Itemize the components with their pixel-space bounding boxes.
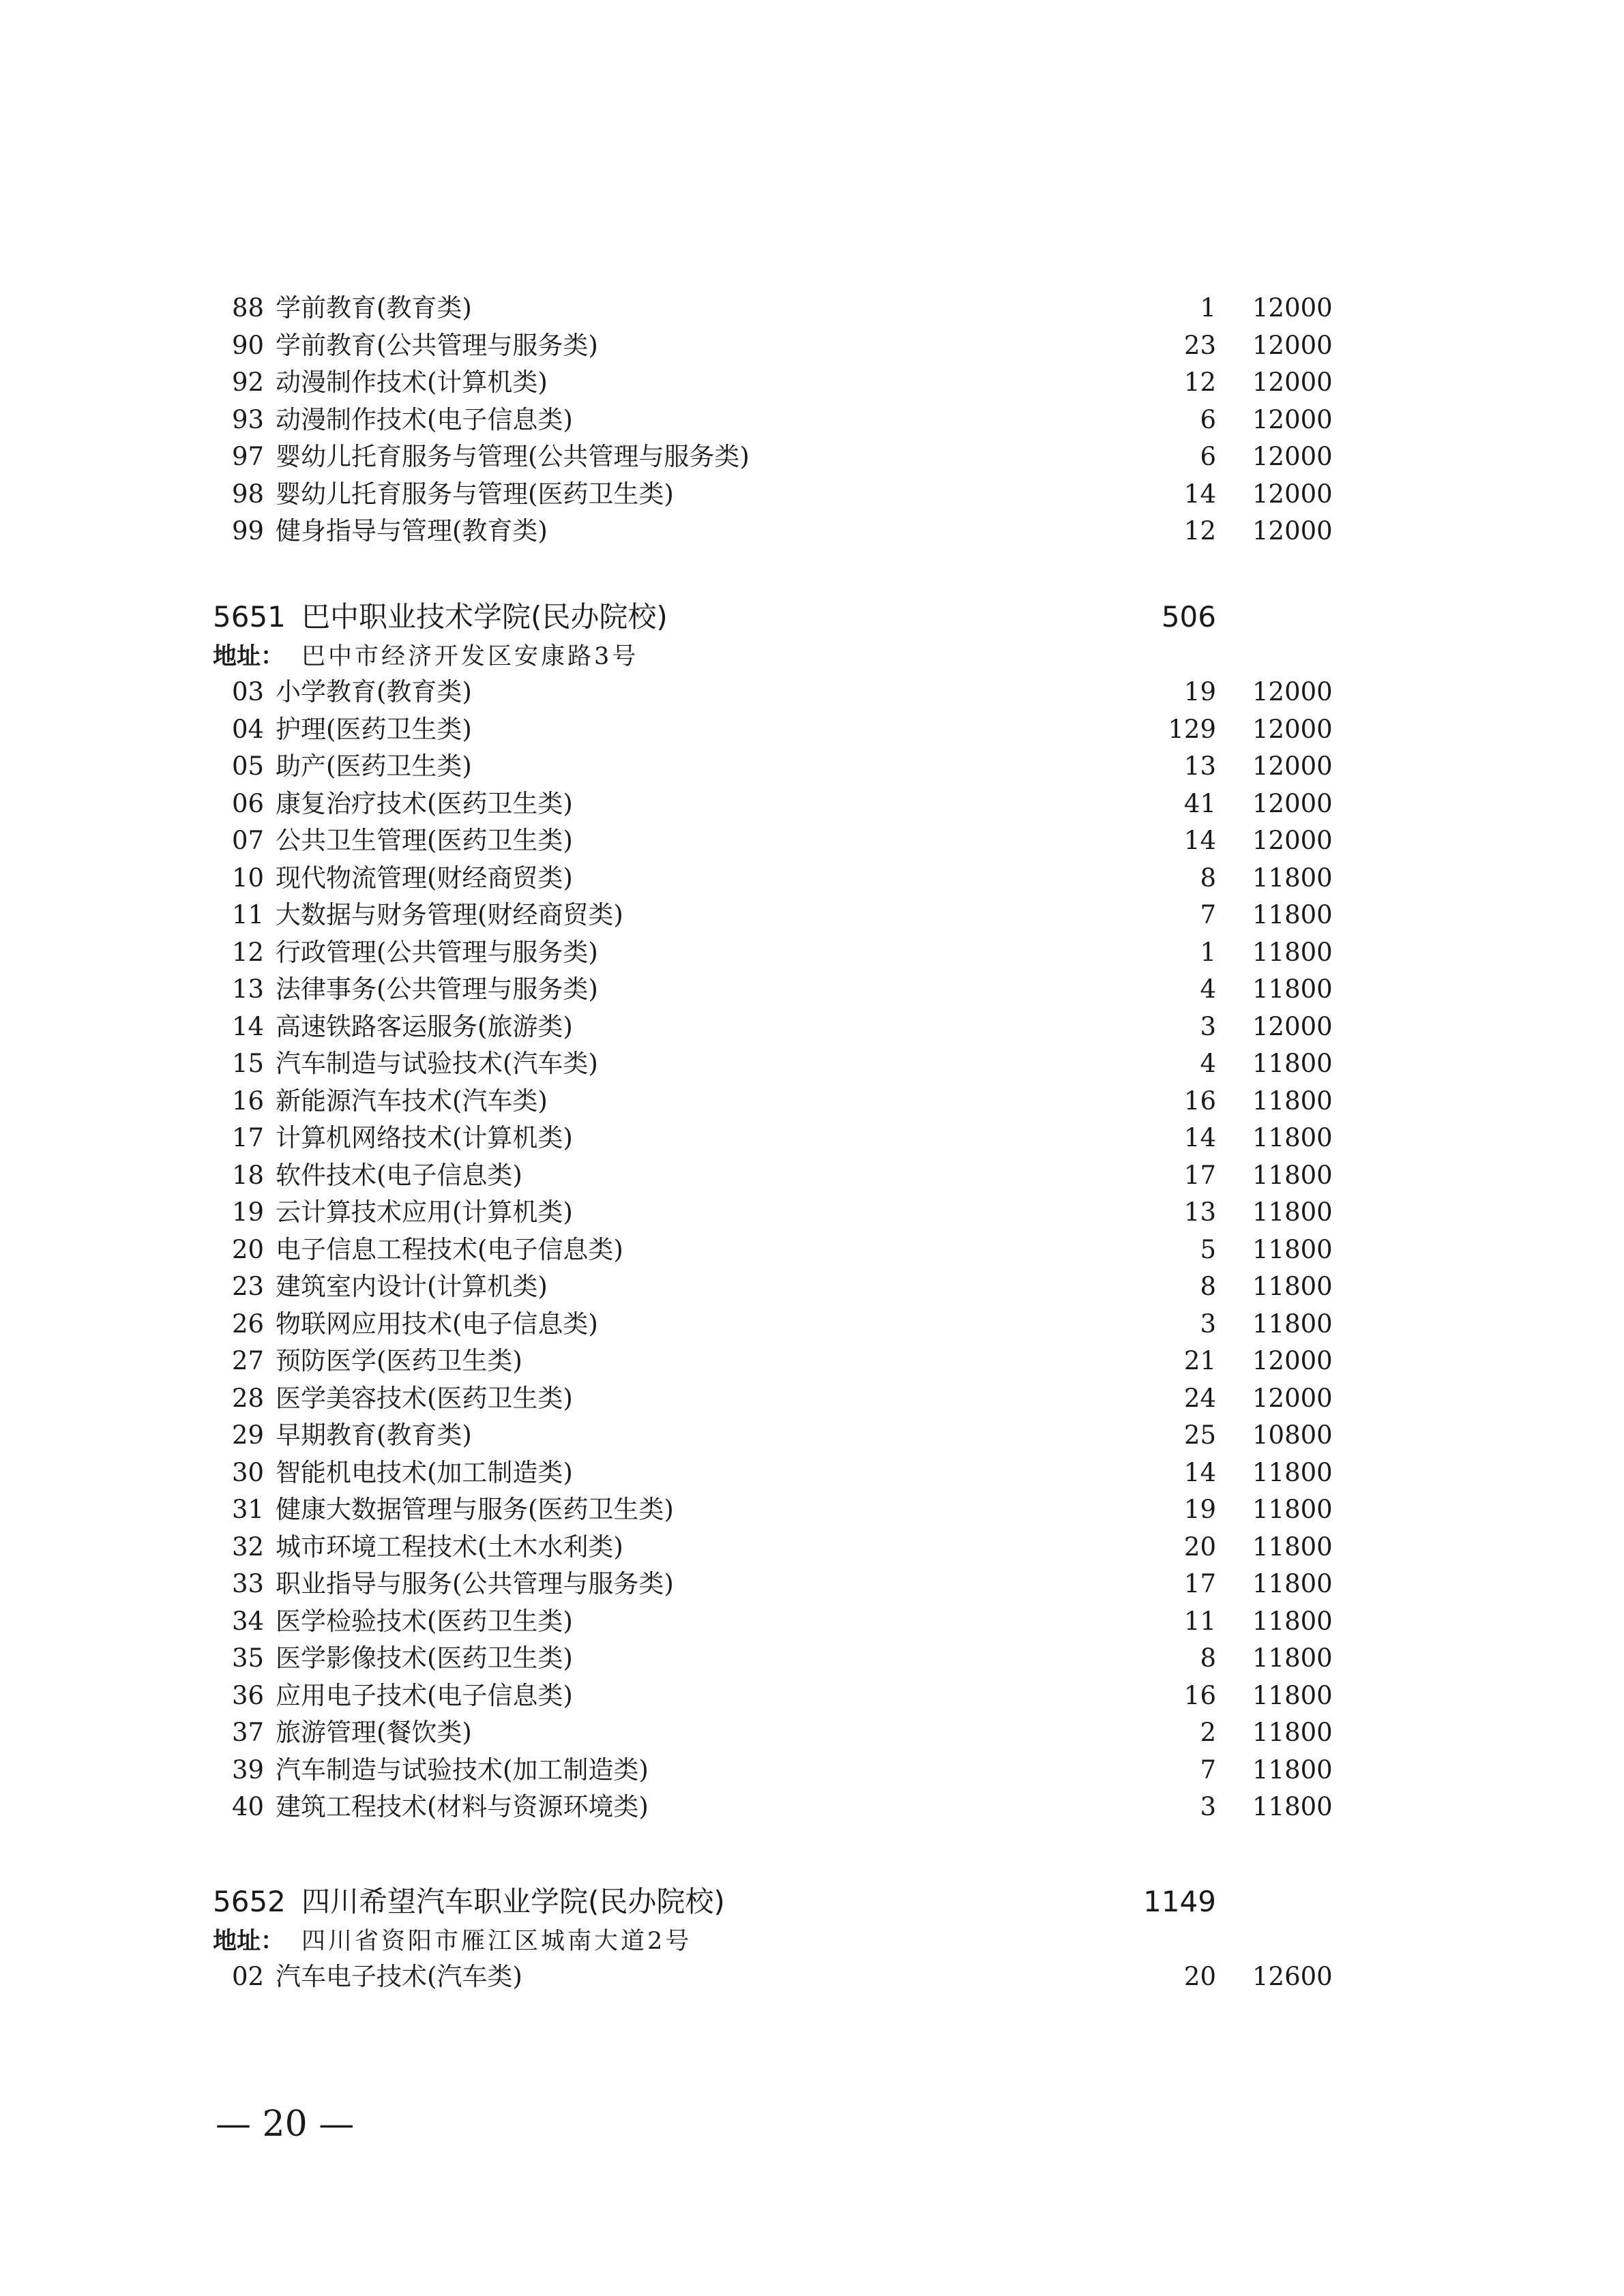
table-row — [0, 1789, 1624, 1826]
program-name: 智能机电技术(加工制造类) — [276, 1457, 573, 1487]
program-code: 07 — [232, 826, 265, 855]
school-section-5652 — [0, 1879, 1624, 1996]
program-name: 学前教育(公共管理与服务类) — [276, 330, 598, 360]
program-name: 旅游管理(餐饮类) — [276, 1718, 472, 1747]
enrollment-count: 20 — [1183, 1532, 1216, 1562]
enrollment-count: 6 — [1200, 442, 1216, 471]
table-row — [0, 934, 1624, 972]
table-row — [0, 1678, 1624, 1715]
table-row — [0, 748, 1624, 786]
program-name: 应用电子技术(电子信息类) — [276, 1680, 573, 1710]
table-row — [0, 711, 1624, 749]
program-name: 软件技术(电子信息类) — [276, 1160, 522, 1190]
program-name: 职业指导与服务(公共管理与服务类) — [276, 1569, 674, 1598]
enrollment-count: 14 — [1183, 826, 1216, 855]
program-name: 助产(医药卫生类) — [276, 751, 472, 781]
enrollment-count: 12 — [1183, 516, 1216, 546]
tuition-fee: 12000 — [1252, 788, 1333, 818]
program-name: 现代物流管理(财经商贸类) — [276, 863, 573, 893]
program-name: 小学教育(教育类) — [276, 677, 472, 706]
school-total: 1149 — [1143, 1885, 1216, 1918]
table-row — [0, 1157, 1624, 1195]
program-name: 建筑室内设计(计算机类) — [276, 1272, 548, 1301]
program-code: 36 — [232, 1680, 265, 1710]
table-row — [0, 1268, 1624, 1306]
program-code: 93 — [232, 404, 265, 434]
program-list — [0, 1958, 1624, 1996]
table-row — [0, 1232, 1624, 1269]
table-row — [0, 1009, 1624, 1046]
enrollment-count: 1 — [1200, 937, 1216, 967]
school-name: 巴中职业技术学院(民办院校) — [301, 600, 668, 633]
tuition-fee: 12000 — [1252, 751, 1333, 781]
school-header — [0, 1879, 1624, 1924]
table-row — [0, 674, 1624, 711]
tuition-fee: 11800 — [1252, 1457, 1333, 1487]
program-list-continued — [0, 290, 1624, 550]
program-code: 99 — [232, 516, 265, 546]
enrollment-count: 6 — [1200, 404, 1216, 434]
table-row — [0, 1566, 1624, 1603]
program-code: 28 — [232, 1383, 265, 1413]
tuition-fee: 11800 — [1252, 1197, 1333, 1227]
tuition-fee: 11800 — [1252, 1123, 1333, 1152]
program-code: 40 — [232, 1792, 265, 1821]
program-code: 11 — [232, 900, 265, 929]
table-row — [0, 1640, 1624, 1678]
enrollment-count: 8 — [1200, 1272, 1216, 1301]
program-name: 公共卫生管理(医药卫生类) — [276, 826, 573, 855]
tuition-fee: 11800 — [1252, 900, 1333, 929]
enrollment-count: 7 — [1200, 900, 1216, 929]
program-code: 05 — [232, 751, 265, 781]
enrollment-count: 4 — [1200, 1049, 1216, 1078]
tuition-fee: 12000 — [1252, 1011, 1333, 1041]
enrollment-count: 7 — [1200, 1755, 1216, 1785]
enrollment-count: 16 — [1183, 1680, 1216, 1710]
enrollment-count: 41 — [1183, 788, 1216, 818]
table-row — [0, 402, 1624, 439]
program-code: 31 — [232, 1495, 265, 1524]
table-row — [0, 860, 1624, 897]
school-section-5651 — [0, 595, 1624, 1826]
program-name: 早期教育(教育类) — [276, 1420, 472, 1450]
table-row — [0, 786, 1624, 823]
tuition-fee: 11800 — [1252, 1086, 1333, 1116]
tuition-fee: 12000 — [1252, 516, 1333, 546]
school-header — [0, 595, 1624, 640]
program-name: 汽车电子技术(汽车类) — [276, 1962, 522, 1991]
enrollment-count: 3 — [1200, 1309, 1216, 1339]
enrollment-count: 2 — [1200, 1718, 1216, 1747]
tuition-fee: 12000 — [1252, 826, 1333, 855]
table-row — [0, 1120, 1624, 1157]
program-name: 婴幼儿托育服务与管理(医药卫生类) — [276, 479, 674, 509]
table-row — [0, 1603, 1624, 1641]
table-row — [0, 1714, 1624, 1752]
table-row — [0, 1958, 1624, 1996]
program-name: 高速铁路客运服务(旅游类) — [276, 1011, 573, 1041]
table-row — [0, 1752, 1624, 1789]
tuition-fee: 12000 — [1252, 677, 1333, 706]
table-row — [0, 476, 1624, 513]
school-code: 5651 — [213, 600, 286, 633]
enrollment-count: 23 — [1183, 330, 1216, 360]
enrollment-count: 19 — [1183, 677, 1216, 706]
tuition-fee: 12000 — [1252, 404, 1333, 434]
program-code: 92 — [232, 368, 265, 397]
table-row — [0, 1529, 1624, 1566]
table-row — [0, 1417, 1624, 1455]
program-code: 34 — [232, 1606, 265, 1636]
program-name: 学前教育(教育类) — [276, 293, 472, 323]
enrollment-count: 1 — [1200, 293, 1216, 323]
tuition-fee: 11800 — [1252, 1792, 1333, 1821]
enrollment-count: 3 — [1200, 1792, 1216, 1821]
program-name: 云计算技术应用(计算机类) — [276, 1197, 573, 1227]
program-name: 行政管理(公共管理与服务类) — [276, 937, 598, 967]
enrollment-count: 14 — [1183, 479, 1216, 509]
program-name: 汽车制造与试验技术(汽车类) — [276, 1049, 598, 1078]
table-row — [0, 822, 1624, 860]
program-list — [0, 674, 1624, 1826]
program-code: 19 — [232, 1197, 265, 1227]
tuition-fee: 11800 — [1252, 1680, 1333, 1710]
enrollment-count: 3 — [1200, 1011, 1216, 1041]
table-row — [0, 438, 1624, 476]
program-code: 17 — [232, 1123, 265, 1152]
program-name: 动漫制作技术(电子信息类) — [276, 404, 573, 434]
school-address — [0, 640, 1624, 674]
school-address — [0, 1924, 1624, 1958]
program-code: 32 — [232, 1532, 265, 1562]
program-code: 12 — [232, 937, 265, 967]
tuition-fee: 10800 — [1252, 1420, 1333, 1450]
program-code: 97 — [232, 442, 265, 471]
program-name: 医学检验技术(医药卫生类) — [276, 1606, 573, 1636]
tuition-fee: 11800 — [1252, 1643, 1333, 1673]
enrollment-count: 21 — [1183, 1346, 1216, 1375]
program-name: 预防医学(医药卫生类) — [276, 1346, 522, 1375]
program-code: 02 — [232, 1962, 265, 1991]
table-row — [0, 1194, 1624, 1232]
program-code: 26 — [232, 1309, 265, 1339]
tuition-fee: 12600 — [1252, 1962, 1333, 1991]
table-row — [0, 1343, 1624, 1380]
enrollment-count: 12 — [1183, 368, 1216, 397]
page-number: — 20 — — [216, 2104, 355, 2145]
table-row — [0, 1045, 1624, 1083]
program-code: 90 — [232, 330, 265, 360]
program-name: 电子信息工程技术(电子信息类) — [276, 1234, 623, 1264]
program-code: 37 — [232, 1718, 265, 1747]
enrollment-count: 17 — [1183, 1160, 1216, 1190]
program-code: 14 — [232, 1011, 265, 1041]
program-code: 13 — [232, 974, 265, 1004]
table-row — [0, 290, 1624, 327]
program-code: 29 — [232, 1420, 265, 1450]
tuition-fee: 11800 — [1252, 1606, 1333, 1636]
program-name: 健康大数据管理与服务(医药卫生类) — [276, 1495, 674, 1524]
enrollment-count: 8 — [1200, 1643, 1216, 1673]
program-code: 30 — [232, 1457, 265, 1487]
school-code: 5652 — [213, 1885, 286, 1918]
tuition-fee: 11800 — [1252, 1272, 1333, 1301]
enrollment-count: 14 — [1183, 1457, 1216, 1487]
enrollment-count: 14 — [1183, 1123, 1216, 1152]
tuition-fee: 12000 — [1252, 293, 1333, 323]
tuition-fee: 11800 — [1252, 937, 1333, 967]
enrollment-count: 13 — [1183, 1197, 1216, 1227]
tuition-fee: 12000 — [1252, 479, 1333, 509]
tuition-fee: 12000 — [1252, 1383, 1333, 1413]
tuition-fee: 11800 — [1252, 1755, 1333, 1785]
table-row — [0, 1380, 1624, 1418]
tuition-fee: 11800 — [1252, 1309, 1333, 1339]
table-row — [0, 1491, 1624, 1529]
tuition-fee: 11800 — [1252, 1234, 1333, 1264]
program-name: 婴幼儿托育服务与管理(公共管理与服务类) — [276, 442, 750, 471]
enrollment-count: 13 — [1183, 751, 1216, 781]
program-name: 法律事务(公共管理与服务类) — [276, 974, 598, 1004]
program-code: 10 — [232, 863, 265, 893]
enrollment-count: 24 — [1183, 1383, 1216, 1413]
table-row — [0, 513, 1624, 550]
enrollment-count: 8 — [1200, 863, 1216, 893]
table-row — [0, 327, 1624, 365]
address-label: 地址： — [213, 1928, 285, 1955]
program-code: 98 — [232, 479, 265, 509]
tuition-fee: 11800 — [1252, 974, 1333, 1004]
program-code: 18 — [232, 1160, 265, 1190]
program-name: 医学美容技术(医药卫生类) — [276, 1383, 573, 1413]
enrollment-count: 16 — [1183, 1086, 1216, 1116]
address-text: 巴中市经济开发区安康路3号 — [301, 643, 639, 670]
tuition-fee: 11800 — [1252, 1160, 1333, 1190]
tuition-fee: 12000 — [1252, 368, 1333, 397]
table-row — [0, 1455, 1624, 1492]
tuition-fee: 11800 — [1252, 1495, 1333, 1524]
school-total: 506 — [1161, 600, 1216, 633]
tuition-fee: 11800 — [1252, 1569, 1333, 1598]
program-code: 33 — [232, 1569, 265, 1598]
tuition-fee: 11800 — [1252, 1532, 1333, 1562]
program-code: 03 — [232, 677, 265, 706]
enrollment-count: 129 — [1168, 714, 1216, 744]
enrollment-count: 25 — [1183, 1420, 1216, 1450]
table-row — [0, 1306, 1624, 1343]
enrollment-count: 19 — [1183, 1495, 1216, 1524]
program-code: 23 — [232, 1272, 265, 1301]
enrollment-count: 5 — [1200, 1234, 1216, 1264]
enrollment-count: 4 — [1200, 974, 1216, 1004]
address-text: 四川省资阳市雁江区城南大道2号 — [301, 1928, 692, 1955]
program-code: 04 — [232, 714, 265, 744]
program-name: 大数据与财务管理(财经商贸类) — [276, 900, 623, 929]
program-name: 建筑工程技术(材料与资源环境类) — [276, 1792, 649, 1821]
tuition-fee: 12000 — [1252, 330, 1333, 360]
program-code: 35 — [232, 1643, 265, 1673]
table-row — [0, 1083, 1624, 1120]
program-code: 20 — [232, 1234, 265, 1264]
program-code: 88 — [232, 293, 265, 323]
tuition-fee: 11800 — [1252, 1049, 1333, 1078]
school-name: 四川希望汽车职业学院(民办院校) — [301, 1885, 725, 1918]
enrollment-count: 20 — [1183, 1962, 1216, 1991]
enrollment-count: 11 — [1183, 1606, 1216, 1636]
program-code: 06 — [232, 788, 265, 818]
program-name: 新能源汽车技术(汽车类) — [276, 1086, 548, 1116]
address-label: 地址： — [213, 643, 285, 670]
program-name: 汽车制造与试验技术(加工制造类) — [276, 1755, 649, 1785]
table-row — [0, 364, 1624, 402]
program-name: 动漫制作技术(计算机类) — [276, 368, 548, 397]
program-name: 物联网应用技术(电子信息类) — [276, 1309, 598, 1339]
program-name: 计算机网络技术(计算机类) — [276, 1123, 573, 1152]
program-name: 康复治疗技术(医药卫生类) — [276, 788, 573, 818]
tuition-fee: 11800 — [1252, 863, 1333, 893]
table-row — [0, 897, 1624, 934]
tuition-fee: 12000 — [1252, 442, 1333, 471]
program-name: 护理(医药卫生类) — [276, 714, 472, 744]
program-code: 27 — [232, 1346, 265, 1375]
program-code: 15 — [232, 1049, 265, 1078]
tuition-fee: 12000 — [1252, 714, 1333, 744]
table-row — [0, 971, 1624, 1009]
program-code: 16 — [232, 1086, 265, 1116]
program-code: 39 — [232, 1755, 265, 1785]
tuition-fee: 11800 — [1252, 1718, 1333, 1747]
enrollment-count: 17 — [1183, 1569, 1216, 1598]
program-name: 健身指导与管理(教育类) — [276, 516, 548, 546]
program-name: 城市环境工程技术(土木水利类) — [276, 1532, 623, 1562]
program-name: 医学影像技术(医药卫生类) — [276, 1643, 573, 1673]
tuition-fee: 12000 — [1252, 1346, 1333, 1375]
